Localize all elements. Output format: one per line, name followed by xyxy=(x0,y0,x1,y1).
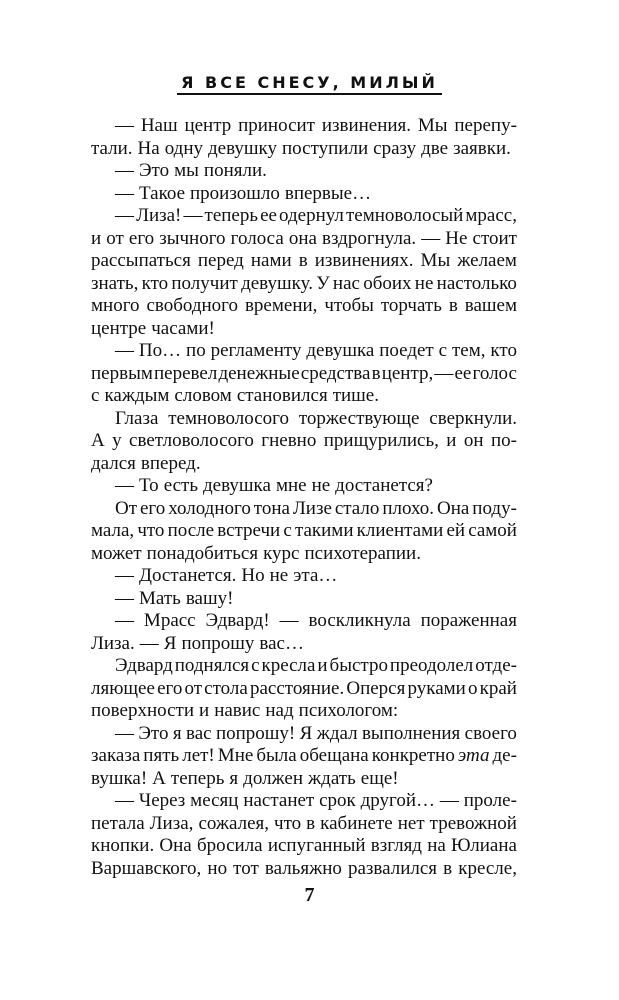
word: попрошу! xyxy=(215,722,296,744)
text-line xyxy=(91,498,517,521)
word: конкретно xyxy=(371,745,455,766)
word: На xyxy=(137,137,160,159)
word: я xyxy=(229,767,239,789)
word: ляющее xyxy=(91,677,155,699)
text-line xyxy=(91,813,517,836)
word: не xyxy=(269,565,289,586)
text-line xyxy=(91,745,517,768)
word: по xyxy=(186,340,206,361)
word: — xyxy=(115,115,134,136)
word: что xyxy=(274,812,302,834)
word: и xyxy=(317,655,328,676)
word: тревожной xyxy=(429,812,517,834)
word: но xyxy=(207,857,228,879)
text-line xyxy=(91,835,517,858)
word: испуганный xyxy=(267,835,366,856)
word: Эдвард xyxy=(115,655,173,676)
word: Такое xyxy=(139,182,185,204)
word: сожалея, xyxy=(198,812,270,834)
word: теперь xyxy=(204,205,259,226)
word: ждать xyxy=(308,767,356,789)
word: Мрасс xyxy=(143,610,196,631)
word: становился xyxy=(236,385,328,406)
word: впервые… xyxy=(284,182,372,204)
word: самой xyxy=(468,520,517,541)
word: — xyxy=(115,790,134,811)
word: Мы xyxy=(417,115,448,136)
word: теперь xyxy=(170,767,225,789)
word: центре xyxy=(91,317,147,339)
word: Мать xyxy=(139,587,181,609)
word: одернул xyxy=(279,205,344,226)
word: вас xyxy=(185,722,212,744)
word: Оперся xyxy=(346,677,406,699)
word: свободного xyxy=(146,295,239,316)
word: Лиза, xyxy=(149,812,194,834)
word: Я xyxy=(299,722,313,744)
word: произошло xyxy=(190,182,280,204)
word: пять xyxy=(143,745,180,766)
word: приносит xyxy=(238,115,315,136)
word: — xyxy=(115,610,134,631)
word: на xyxy=(427,835,446,856)
word: вашем xyxy=(464,295,517,316)
word: одну xyxy=(164,137,203,159)
word: Это xyxy=(139,160,170,181)
text-line xyxy=(91,363,517,386)
word: — xyxy=(115,587,134,609)
word: встречи xyxy=(217,520,281,541)
text-line xyxy=(91,475,517,498)
word: вздрогнула. xyxy=(322,227,417,249)
word: тот xyxy=(233,857,259,879)
word: с xyxy=(283,520,292,541)
word: темноволосый xyxy=(345,205,464,226)
word: настолько xyxy=(436,272,517,294)
word: попрошу xyxy=(181,632,255,654)
text-line xyxy=(91,318,517,341)
word: клиентами xyxy=(356,520,444,541)
text-line xyxy=(91,678,517,701)
word: его xyxy=(157,677,183,699)
word: То xyxy=(139,475,159,496)
word: девушку xyxy=(208,137,278,159)
word: — xyxy=(115,160,134,181)
word: нас xyxy=(332,272,360,294)
word: рассыпаться xyxy=(91,250,191,271)
word: девушка xyxy=(203,475,271,496)
word: времени, xyxy=(244,295,318,316)
word: словом xyxy=(174,385,232,406)
text-line xyxy=(91,543,517,566)
word: не xyxy=(414,272,434,294)
word: — xyxy=(434,362,454,384)
word: стола xyxy=(204,677,248,699)
text-line xyxy=(91,115,517,138)
word: над xyxy=(265,700,294,721)
word: голос xyxy=(472,362,517,384)
word: Лиза! xyxy=(136,205,182,226)
text-line xyxy=(91,588,517,611)
word: отде- xyxy=(475,655,517,676)
word: средства xyxy=(300,362,371,384)
word: еще! xyxy=(360,767,399,789)
word: эта… xyxy=(293,565,338,586)
word: Она xyxy=(159,835,192,856)
word: две xyxy=(421,137,449,159)
word: должен xyxy=(243,767,304,789)
text-line xyxy=(91,295,517,318)
word: — xyxy=(421,227,441,249)
text-line xyxy=(91,790,517,813)
word: перед xyxy=(197,250,244,271)
word: психологом: xyxy=(298,700,399,721)
word: преодолел xyxy=(389,655,474,676)
word: в xyxy=(298,250,308,271)
word: поняли. xyxy=(203,160,267,181)
word: У xyxy=(316,272,330,294)
word: поступили xyxy=(282,137,369,159)
word: эта xyxy=(457,745,490,766)
word: мрасс, xyxy=(465,205,517,226)
word: Юлиана xyxy=(451,835,517,856)
word: каждым xyxy=(104,385,170,406)
word: пораженная xyxy=(420,610,517,631)
word: выполнения xyxy=(361,722,461,744)
text-line xyxy=(91,565,517,588)
word: психотерапии. xyxy=(304,542,421,564)
word: вас… xyxy=(259,632,304,654)
word: и xyxy=(446,430,457,451)
word: перевел xyxy=(154,362,218,384)
word: А xyxy=(152,767,166,789)
word: темноволосого xyxy=(168,407,289,429)
word: достанется? xyxy=(335,475,433,496)
text-line xyxy=(91,610,517,633)
word: после xyxy=(167,520,215,541)
word: сразу xyxy=(373,137,417,159)
word: девушка xyxy=(306,340,375,361)
word: заявки. xyxy=(453,137,511,159)
word: тем, xyxy=(451,340,486,361)
text-line xyxy=(91,160,517,183)
word: нами xyxy=(250,250,292,271)
word: Достанется. xyxy=(139,565,237,586)
word: От xyxy=(115,497,138,519)
word: воскликнула xyxy=(308,610,411,631)
word: заказа xyxy=(91,745,141,766)
word: была xyxy=(256,745,297,766)
word: быстро xyxy=(329,655,388,676)
word: центр, xyxy=(381,362,434,384)
text-line xyxy=(91,430,517,453)
word: от xyxy=(106,227,124,249)
word: вперед. xyxy=(140,452,201,474)
word: голоса xyxy=(230,227,284,249)
word: знать, xyxy=(91,272,139,294)
word: в xyxy=(306,812,316,834)
word: проле- xyxy=(463,790,517,811)
text-line xyxy=(91,520,517,543)
word: Она xyxy=(437,497,470,519)
text-line xyxy=(91,228,517,251)
word: край xyxy=(479,677,517,699)
word: — xyxy=(115,340,134,361)
word: понадобиться xyxy=(146,542,259,564)
word: в xyxy=(371,362,381,384)
word: у xyxy=(112,430,122,451)
text-line xyxy=(91,408,517,431)
word: его xyxy=(139,497,166,519)
word: По… xyxy=(138,340,182,361)
word: бросила xyxy=(196,835,263,856)
word: получит xyxy=(171,272,238,294)
word: де- xyxy=(492,745,517,766)
word: и xyxy=(199,700,210,721)
text-line xyxy=(91,633,517,656)
word: — xyxy=(115,475,134,496)
word: — xyxy=(115,722,134,744)
word: кабинете xyxy=(320,812,393,834)
word: ей xyxy=(446,520,466,541)
word: кресле, xyxy=(458,857,517,879)
word: извинениях. xyxy=(314,250,414,271)
body-text xyxy=(91,115,517,880)
word: Эдвард! xyxy=(205,610,270,631)
word: торжествующе xyxy=(298,407,420,429)
word: она xyxy=(288,227,317,249)
word: мне xyxy=(275,475,307,496)
text-line xyxy=(91,655,517,678)
word: нет xyxy=(397,812,425,834)
text-line xyxy=(91,723,517,746)
word: руками xyxy=(407,677,466,699)
word: расстояние. xyxy=(249,677,345,699)
word: центр xyxy=(184,115,232,136)
word: — xyxy=(183,205,203,226)
word: от xyxy=(184,677,203,699)
word: Лиза. xyxy=(91,632,135,654)
word: Варшавского, xyxy=(91,857,202,879)
word: — xyxy=(139,632,159,654)
word: желаем xyxy=(457,250,517,271)
word: не xyxy=(311,475,331,496)
word: навис xyxy=(214,700,261,721)
word: с xyxy=(91,385,100,406)
word: месяц xyxy=(190,790,239,811)
word: настанет xyxy=(243,790,315,811)
word: Я xyxy=(163,632,177,654)
word: А xyxy=(91,430,105,451)
word: регламенту xyxy=(210,340,302,361)
word: ее xyxy=(454,362,472,384)
word: Глаза xyxy=(115,407,159,429)
word: Лизе xyxy=(292,497,332,519)
word: обоих xyxy=(363,272,412,294)
word: Но xyxy=(241,565,265,586)
word: тали. xyxy=(91,137,133,159)
text-line xyxy=(91,858,517,881)
text-line xyxy=(91,138,517,161)
word: Это xyxy=(138,722,169,744)
word: обещана xyxy=(299,745,369,766)
word: — xyxy=(115,565,134,586)
word: кто xyxy=(490,340,517,361)
word: девушку. xyxy=(241,272,313,294)
word: поедет xyxy=(379,340,434,361)
text-line xyxy=(91,700,517,723)
word: гневно xyxy=(261,430,317,451)
word: с xyxy=(251,655,260,676)
word: стало xyxy=(334,497,380,519)
text-line xyxy=(91,205,517,228)
word: Не xyxy=(445,227,468,249)
word: развалился xyxy=(347,857,438,879)
word: и xyxy=(91,227,102,249)
word: вашу! xyxy=(185,587,234,609)
word: мала, xyxy=(91,520,135,541)
word: курс xyxy=(263,542,300,564)
word: петала xyxy=(91,812,145,834)
word: — xyxy=(279,610,299,631)
word: дался xyxy=(91,452,136,474)
word: ее xyxy=(260,205,277,226)
word: поднялся xyxy=(174,655,250,676)
word: в xyxy=(448,295,458,316)
word: с xyxy=(438,340,448,361)
word: — xyxy=(115,205,134,226)
word: поду- xyxy=(472,497,517,519)
text-line xyxy=(91,273,517,296)
word: перепу- xyxy=(454,115,517,136)
word: он xyxy=(463,430,484,451)
word: тона xyxy=(253,497,290,519)
word: своего xyxy=(464,722,517,744)
word: Мне xyxy=(217,745,254,766)
word: кресла xyxy=(261,655,316,676)
text-line xyxy=(91,250,517,273)
page-number: 7 xyxy=(304,884,315,906)
word: есть xyxy=(163,475,198,496)
word: тише. xyxy=(332,385,379,406)
word: стоит xyxy=(472,227,517,249)
word: вушка! xyxy=(91,767,148,789)
running-head-title: Я ВСЕ СНЕСУ, МИЛЫЙ xyxy=(177,74,442,95)
word: кто xyxy=(141,272,169,294)
word: вальяжно xyxy=(264,857,342,879)
word: другой… xyxy=(360,790,436,811)
text-line xyxy=(91,340,517,363)
word: о xyxy=(467,677,478,699)
word: прищурились, xyxy=(323,430,439,451)
word: холодного xyxy=(168,497,251,519)
word: по- xyxy=(490,430,517,451)
word: его xyxy=(128,227,155,249)
word: такими xyxy=(294,520,354,541)
word: торчать xyxy=(380,295,442,316)
word: первым xyxy=(91,362,153,384)
running-head xyxy=(0,73,619,95)
word: срок xyxy=(319,790,356,811)
word: поверхности xyxy=(91,700,195,721)
word: чтобы xyxy=(324,295,374,316)
word: взгляд xyxy=(370,835,422,856)
word: мы xyxy=(174,160,199,181)
word: я xyxy=(172,722,182,744)
word: кнопки. xyxy=(91,835,155,856)
word: сверкнули. xyxy=(429,407,517,429)
word: ждал xyxy=(316,722,358,744)
word: Мы xyxy=(420,250,451,271)
text-line xyxy=(91,768,517,791)
word: Наш xyxy=(140,115,178,136)
word: может xyxy=(91,542,142,564)
word: плохо. xyxy=(382,497,435,519)
text-line xyxy=(91,183,517,206)
text-line xyxy=(91,453,517,476)
word: часами! xyxy=(151,317,215,339)
word: — xyxy=(439,790,459,811)
word: много xyxy=(91,295,140,316)
text-line xyxy=(91,385,517,408)
word: светловолосого xyxy=(129,430,254,451)
word: зычного xyxy=(159,227,226,249)
word: — xyxy=(115,182,134,204)
word: Через xyxy=(138,790,186,811)
word: в xyxy=(443,857,453,879)
word: что xyxy=(137,520,165,541)
word: лет! xyxy=(182,745,215,766)
word: денежные xyxy=(218,362,300,384)
word: извинения. xyxy=(321,115,412,136)
